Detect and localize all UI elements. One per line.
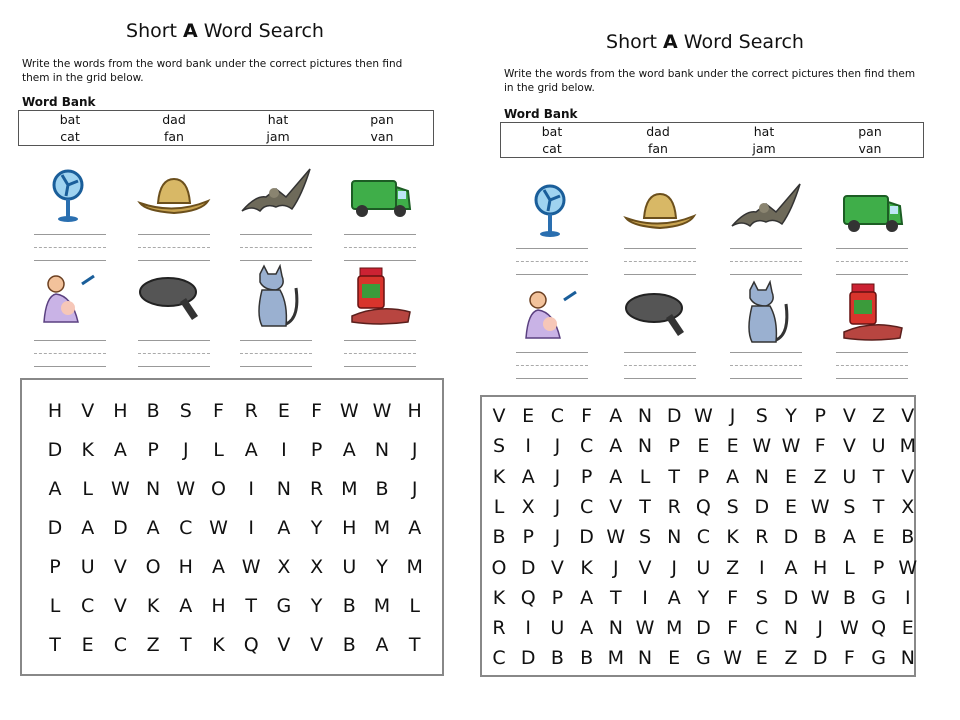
grid-letter: V xyxy=(81,400,95,422)
grid-letter: T xyxy=(245,595,257,617)
grid-letter: R xyxy=(755,526,769,549)
grid-letter: J xyxy=(729,405,736,427)
grid-letter: D xyxy=(579,526,594,549)
grid-letter: F xyxy=(311,400,323,422)
grid-letter: I xyxy=(904,586,911,609)
grid-letter: D xyxy=(783,526,799,549)
answer-lines xyxy=(240,328,312,367)
grid-letter: Q xyxy=(243,634,259,656)
grid-letter: P xyxy=(814,405,826,427)
grid-letter: A xyxy=(146,517,160,539)
jam-icon xyxy=(340,264,420,324)
grid-letter: L xyxy=(639,465,651,488)
grid-letter: W xyxy=(810,586,830,609)
grid-letter: L xyxy=(82,478,93,500)
grid-letter: V xyxy=(901,465,915,488)
grid-letter: D xyxy=(520,647,536,670)
grid-letter: N xyxy=(374,439,390,461)
grid-letter: I xyxy=(642,586,648,609)
word-bank-word: hat xyxy=(753,124,775,139)
grid-letter: T xyxy=(639,495,651,518)
grid-letter: B xyxy=(492,526,506,549)
grid-letter: B xyxy=(375,478,389,500)
grid-letter: K xyxy=(580,556,593,579)
grid-letter: H xyxy=(113,400,128,422)
grid-letter: M xyxy=(373,517,391,539)
grid-letter: K xyxy=(492,465,506,488)
grid-letter: E xyxy=(901,617,914,640)
grid-letter: G xyxy=(276,595,292,617)
grid-letter: C xyxy=(113,634,128,656)
word-bank-word: pan xyxy=(370,112,394,127)
grid-letter: E xyxy=(697,435,710,458)
grid-letter: N xyxy=(145,478,161,500)
grid-letter: J xyxy=(554,435,561,458)
grid-letter: C xyxy=(550,405,565,427)
grid-letter: N xyxy=(608,617,623,640)
grid-letter: J xyxy=(554,465,561,488)
grid-letter: W xyxy=(209,517,228,539)
grid-letter: J xyxy=(612,556,619,579)
grid-letter: A xyxy=(244,439,258,461)
grid-letter: P xyxy=(697,465,710,488)
grid-letter: Z xyxy=(872,405,886,427)
grid-letter: L xyxy=(493,495,505,518)
grid-letter: T xyxy=(179,634,192,656)
grid-letter: E xyxy=(755,647,768,670)
grid-letter: W xyxy=(839,617,859,640)
grid-letter: V xyxy=(901,405,915,427)
cat-icon xyxy=(726,280,806,340)
word-bank-word: bat xyxy=(541,124,563,139)
grid-letter: J xyxy=(182,439,189,461)
grid-letter: L xyxy=(844,556,855,579)
grid-letter: S xyxy=(492,435,506,458)
grid-letter: V xyxy=(113,595,127,617)
grid-letter: K xyxy=(492,586,506,609)
grid-letter: N xyxy=(637,405,653,427)
grid-letter: U xyxy=(342,556,357,578)
bat-icon xyxy=(726,180,806,240)
grid-letter: E xyxy=(872,526,885,549)
grid-letter: I xyxy=(281,439,287,461)
grid-letter: I xyxy=(758,556,765,579)
grid-letter: I xyxy=(525,435,531,458)
grid-letter: J xyxy=(411,439,418,461)
grid-letter: W xyxy=(781,435,801,458)
grid-letter: B xyxy=(342,634,356,656)
grid-letter: D xyxy=(812,647,828,670)
grid-letter: N xyxy=(754,465,769,488)
grid-letter: D xyxy=(47,439,63,461)
pan-icon xyxy=(134,268,214,328)
grid-letter: S xyxy=(179,400,192,422)
left-instructions: Write the words from the word bank under the correct pictures then find them in the grid below. xyxy=(22,58,403,84)
grid-letter: A xyxy=(580,586,594,609)
cat-icon xyxy=(236,264,316,324)
van-icon xyxy=(340,165,420,225)
grid-letter: R xyxy=(244,400,258,422)
grid-letter: C xyxy=(81,595,95,617)
grid-letter: P xyxy=(668,435,680,458)
cowboy-hat-icon xyxy=(620,180,700,240)
answer-lines xyxy=(624,236,696,275)
grid-letter: R xyxy=(667,495,681,518)
grid-letter: X xyxy=(310,556,324,578)
grid-letter: N xyxy=(637,435,653,458)
grid-letter: W xyxy=(635,617,655,640)
left-title: Short A Word Search xyxy=(126,20,324,42)
word-bank-word: dad xyxy=(162,112,186,127)
cowboy-hat-icon xyxy=(134,165,214,225)
grid-letter: L xyxy=(49,595,61,617)
word-bank-word: cat xyxy=(542,141,562,156)
grid-letter: O xyxy=(211,478,226,500)
grid-letter: H xyxy=(342,517,357,539)
grid-letter: A xyxy=(726,465,740,488)
grid-letter: U xyxy=(80,556,95,578)
grid-letter: I xyxy=(525,617,531,640)
word-bank-word: dad xyxy=(646,124,670,139)
grid-letter: Z xyxy=(146,634,160,656)
grid-letter: C xyxy=(696,526,711,549)
grid-letter: Q xyxy=(871,617,887,640)
grid-letter: H xyxy=(178,556,193,578)
word-bank-word: fan xyxy=(648,141,668,156)
van-icon xyxy=(832,180,912,240)
grid-letter: N xyxy=(783,617,799,640)
grid-letter: P xyxy=(551,586,564,609)
right-title: Short A Word Search xyxy=(606,31,804,53)
grid-letter: S xyxy=(755,586,768,609)
answer-lines xyxy=(34,222,106,261)
grid-letter: P xyxy=(872,556,885,579)
grid-letter: E xyxy=(668,647,681,670)
answer-lines xyxy=(730,236,802,275)
grid-letter: J xyxy=(671,556,677,579)
grid-letter: P xyxy=(147,439,159,461)
left-worksheet xyxy=(0,0,460,720)
grid-letter: H xyxy=(211,595,226,617)
grid-letter: A xyxy=(667,586,681,609)
grid-letter: M xyxy=(607,647,624,670)
grid-letter: M xyxy=(899,435,916,458)
grid-letter: T xyxy=(609,586,622,609)
grid-letter: X xyxy=(521,495,535,518)
grid-letter: Q xyxy=(695,495,711,518)
grid-letter: E xyxy=(726,435,739,458)
grid-letter: U xyxy=(550,617,565,640)
grid-letter: L xyxy=(409,595,420,617)
grid-letter: Y xyxy=(785,405,797,427)
grid-letter: B xyxy=(342,595,356,617)
grid-letter: F xyxy=(581,405,593,427)
grid-letter: M xyxy=(406,556,423,578)
dad-icon xyxy=(514,284,594,344)
grid-letter: P xyxy=(522,526,534,549)
grid-letter: W xyxy=(898,556,918,579)
grid-letter: B xyxy=(901,526,915,549)
grid-letter: U xyxy=(871,435,886,458)
grid-letter: W xyxy=(339,400,359,422)
grid-letter: J xyxy=(554,495,561,518)
grid-letter: D xyxy=(696,617,711,640)
grid-letter: N xyxy=(637,647,653,670)
fan-icon xyxy=(32,165,112,225)
grid-letter: B xyxy=(580,647,594,670)
grid-letter: A xyxy=(521,465,535,488)
grid-letter: Y xyxy=(310,595,323,617)
grid-letter: W xyxy=(723,647,742,670)
grid-letter: C xyxy=(579,435,594,458)
grid-letter: Y xyxy=(697,586,710,609)
grid-letter: A xyxy=(842,526,856,549)
word-bank-word: pan xyxy=(858,124,882,139)
grid-letter: S xyxy=(638,526,652,549)
grid-letter: P xyxy=(580,465,593,488)
grid-letter: X xyxy=(901,495,915,518)
grid-letter: A xyxy=(609,405,623,427)
answer-lines xyxy=(344,328,416,367)
grid-letter: D xyxy=(113,517,128,539)
grid-letter: G xyxy=(696,647,711,670)
answer-lines xyxy=(730,340,802,379)
grid-letter: C xyxy=(755,617,769,640)
grid-letter: T xyxy=(668,465,680,488)
grid-letter: O xyxy=(491,556,507,579)
grid-letter: F xyxy=(213,400,224,422)
grid-letter: B xyxy=(813,526,827,549)
grid-letter: V xyxy=(842,435,856,458)
grid-letter: A xyxy=(408,517,422,539)
grid-letter: B xyxy=(842,586,856,609)
grid-letter: W xyxy=(693,405,713,427)
pan-icon xyxy=(620,284,700,344)
grid-letter: V xyxy=(609,495,623,518)
grid-letter: M xyxy=(665,617,683,640)
grid-letter: Z xyxy=(813,465,827,488)
grid-letter: O xyxy=(145,556,161,578)
grid-letter: A xyxy=(212,556,225,578)
grid-letter: I xyxy=(248,478,254,500)
grid-letter: T xyxy=(408,634,421,656)
answer-lines xyxy=(34,328,106,367)
grid-letter: A xyxy=(609,465,623,488)
grid-letter: A xyxy=(375,634,389,656)
fan-icon xyxy=(514,180,594,240)
right-worksheet xyxy=(480,0,960,720)
grid-letter: T xyxy=(49,634,61,656)
answer-lines xyxy=(624,340,696,379)
grid-letter: L xyxy=(213,439,224,461)
grid-letter: S xyxy=(726,495,739,518)
grid-letter: J xyxy=(411,478,418,500)
grid-letter: A xyxy=(609,435,623,458)
grid-letter: Y xyxy=(310,517,323,539)
answer-lines xyxy=(516,340,588,379)
word-bank-word: hat xyxy=(267,112,289,127)
grid-letter: C xyxy=(179,517,193,539)
grid-letter: A xyxy=(277,517,291,539)
grid-letter: K xyxy=(81,439,94,461)
grid-letter: A xyxy=(784,556,798,579)
answer-lines xyxy=(836,340,908,379)
grid-letter: Q xyxy=(520,586,536,609)
grid-letter: D xyxy=(754,495,770,518)
grid-letter: S xyxy=(843,495,856,518)
grid-letter: K xyxy=(146,595,160,617)
grid-letter: W xyxy=(241,556,261,578)
grid-letter: E xyxy=(522,405,535,427)
grid-letter: A xyxy=(580,617,594,640)
left-letter-grid xyxy=(20,378,444,676)
grid-letter: S xyxy=(755,405,768,427)
word-bank-word: jam xyxy=(752,141,776,156)
grid-letter: R xyxy=(492,617,506,640)
grid-letter: J xyxy=(817,617,823,640)
grid-letter: F xyxy=(727,586,739,609)
grid-letter: B xyxy=(146,400,160,422)
grid-letter: V xyxy=(113,556,127,578)
grid-letter: X xyxy=(277,556,291,578)
jam-icon xyxy=(832,280,912,340)
answer-lines xyxy=(344,222,416,261)
grid-letter: V xyxy=(277,634,291,656)
grid-letter: F xyxy=(843,647,855,670)
grid-letter: K xyxy=(212,634,225,656)
word-bank-word: bat xyxy=(59,112,81,127)
grid-letter: V xyxy=(842,405,856,427)
right-letter-grid xyxy=(480,395,916,677)
word-bank-word: fan xyxy=(164,129,184,144)
grid-letter: E xyxy=(81,634,94,656)
word-bank-word: cat xyxy=(60,129,80,144)
grid-letter: Y xyxy=(376,556,388,578)
grid-letter: E xyxy=(784,465,797,488)
grid-letter: A xyxy=(342,439,356,461)
grid-letter: J xyxy=(554,526,561,549)
right-instructions: Write the words from the word bank under the correct pictures then find them in the grid below. xyxy=(504,68,916,94)
word-bank-word: van xyxy=(858,141,882,156)
grid-letter: F xyxy=(727,617,739,640)
grid-letter: U xyxy=(696,556,711,579)
grid-letter: M xyxy=(341,478,358,500)
grid-letter: W xyxy=(110,478,130,500)
grid-letter: A xyxy=(179,595,193,617)
grid-letter: V xyxy=(638,556,652,579)
grid-letter: W xyxy=(176,478,196,500)
grid-letter: H xyxy=(407,400,422,422)
left-word-bank-label: Word Bank xyxy=(22,95,96,109)
grid-letter: W xyxy=(606,526,626,549)
dad-icon xyxy=(32,268,112,328)
right-word-bank-label: Word Bank xyxy=(504,107,578,121)
grid-letter: C xyxy=(492,647,506,670)
answer-lines xyxy=(240,222,312,261)
grid-letter: N xyxy=(276,478,291,500)
grid-letter: H xyxy=(813,556,828,579)
grid-letter: D xyxy=(520,556,536,579)
grid-letter: F xyxy=(814,435,826,458)
grid-letter: D xyxy=(666,405,682,427)
grid-letter: T xyxy=(872,465,885,488)
grid-letter: E xyxy=(784,495,797,518)
grid-letter: G xyxy=(871,586,886,609)
grid-letter: W xyxy=(810,495,830,518)
grid-letter: A xyxy=(81,517,95,539)
word-bank-word: van xyxy=(370,129,394,144)
answer-lines xyxy=(138,222,210,261)
grid-letter: U xyxy=(842,465,857,488)
answer-lines xyxy=(516,236,588,275)
grid-letter: C xyxy=(579,495,594,518)
grid-letter: I xyxy=(248,517,254,539)
grid-letter: V xyxy=(492,405,506,427)
grid-letter: T xyxy=(872,495,885,518)
grid-letter: P xyxy=(310,439,323,461)
grid-letter: D xyxy=(47,517,63,539)
grid-letter: N xyxy=(667,526,682,549)
grid-letter: E xyxy=(277,400,290,422)
grid-letter: V xyxy=(310,634,324,656)
grid-letter: N xyxy=(900,647,915,670)
grid-letter: H xyxy=(47,400,63,422)
grid-letter: W xyxy=(752,435,772,458)
grid-letter: B xyxy=(550,647,564,670)
grid-letter: R xyxy=(309,478,324,500)
grid-letter: D xyxy=(783,586,799,609)
word-bank-word: jam xyxy=(266,129,290,144)
grid-letter: G xyxy=(871,647,886,670)
grid-letter: V xyxy=(550,556,564,579)
bat-icon xyxy=(236,165,316,225)
grid-letter: A xyxy=(48,478,62,500)
grid-letter: P xyxy=(49,556,61,578)
grid-letter: W xyxy=(372,400,392,422)
grid-letter: M xyxy=(373,595,391,617)
grid-letter: A xyxy=(113,439,127,461)
grid-letter: Z xyxy=(726,556,740,579)
grid-letter: K xyxy=(726,526,739,549)
answer-lines xyxy=(138,328,210,367)
answer-lines xyxy=(836,236,908,275)
grid-letter: Z xyxy=(784,647,798,670)
